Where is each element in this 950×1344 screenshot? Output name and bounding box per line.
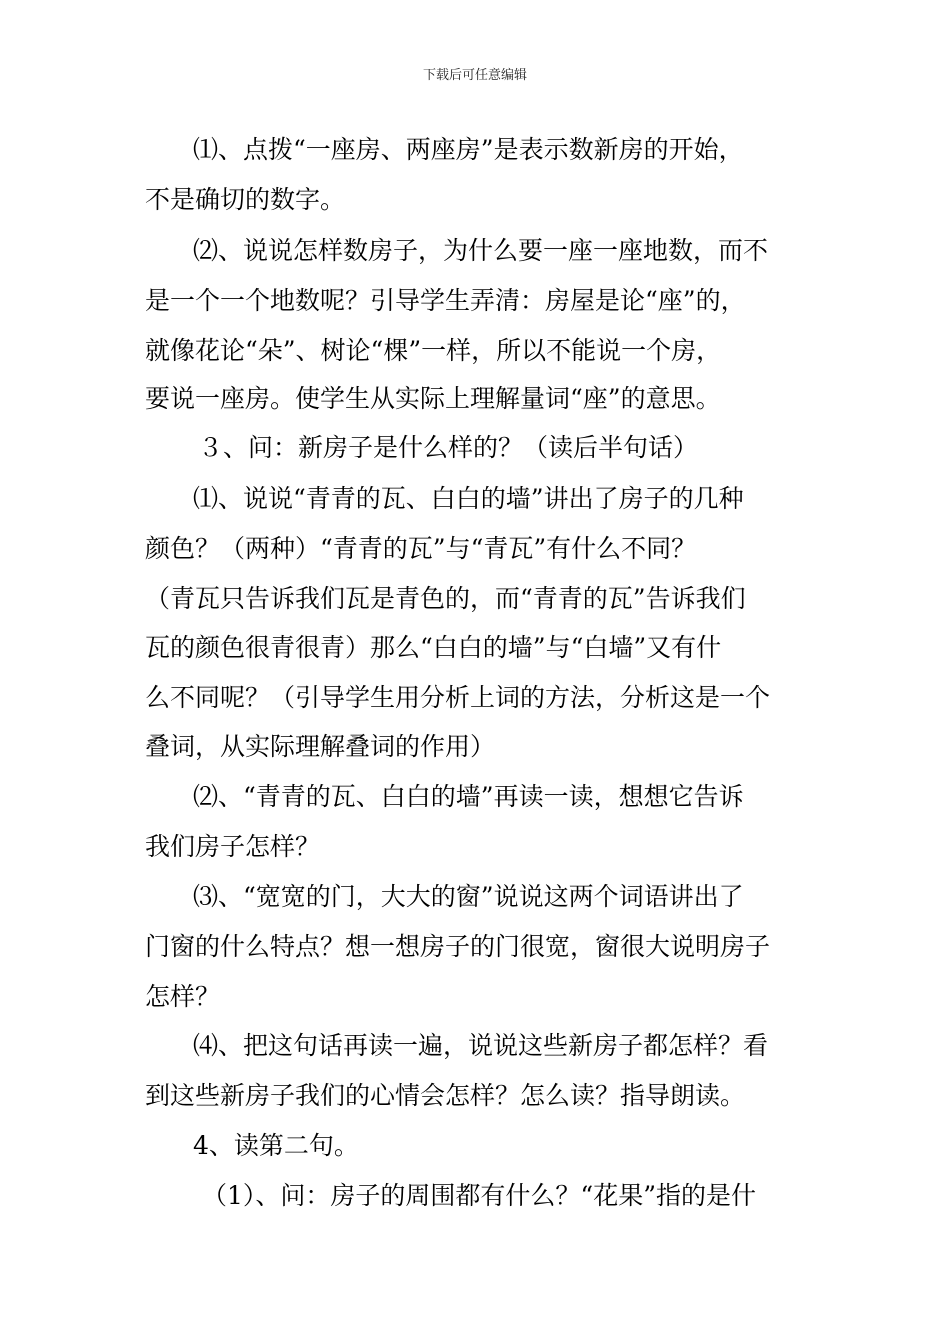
text-line: ⑵、说说怎样数房子，为什么要一座一座地数，而不 <box>193 236 769 265</box>
text-line: 到这些新房子我们的心情会怎样？怎么读？指导朗读。 <box>145 1081 746 1110</box>
text-line: （1）、问：房子的周围都有什么？“花果”指的是什 <box>202 1181 756 1210</box>
page-header: 下载后可任意编辑 <box>422 68 527 83</box>
text-line: ⑷、把这句话再读一遍，说说这些新房子都怎样？看 <box>193 1031 769 1060</box>
text-line: 是一个一个地数呢？引导学生弄清：房屋是论“座”的， <box>145 286 746 315</box>
text-line: 怎样？ <box>145 982 221 1011</box>
text-line: ３、问：新房子是什么样的？（读后半句话） <box>198 433 699 462</box>
text-line: 不是确切的数字。 <box>145 185 346 214</box>
text-line: 就像花论“朵”、树论“棵”一样，所以不能说一个房， <box>145 336 722 365</box>
text-line: ⑴、点拨“一座房、两座房”是表示数新房的开始， <box>193 135 744 164</box>
text-line: ⑶、“宽宽的门，大大的窗”说说这两个词语讲出了 <box>193 882 744 911</box>
text-line: 叠词，从实际理解叠词的作用） <box>145 732 496 761</box>
text-line: 我们房子怎样？ <box>145 832 321 861</box>
text-line: 门窗的什么特点？想一想房子的门很宽，窗很大说明房子 <box>145 932 771 961</box>
text-line: （青瓦只告诉我们瓦是青色的，而“青青的瓦”告诉我们 <box>145 584 746 613</box>
text-line: 瓦的颜色很青很青）那么“白白的墙”与“白墙”又有什 <box>145 633 722 662</box>
text-line: ⑵、“青青的瓦、白白的墙”再读一读，想想它告诉 <box>193 782 744 811</box>
text-line: 颜色？（两种）“青青的瓦”与“青瓦”有什么不同？ <box>145 534 697 563</box>
text-line: ⑴、说说“青青的瓦、白白的墙”讲出了房子的几种 <box>193 484 744 513</box>
text-line: 4、读第二句。 <box>193 1131 359 1160</box>
text-line: 么不同呢？（引导学生用分析上词的方法，分析这是一个 <box>145 683 771 712</box>
text-line: 要说一座房。使学生从实际上理解量词“座”的意思。 <box>145 384 721 413</box>
